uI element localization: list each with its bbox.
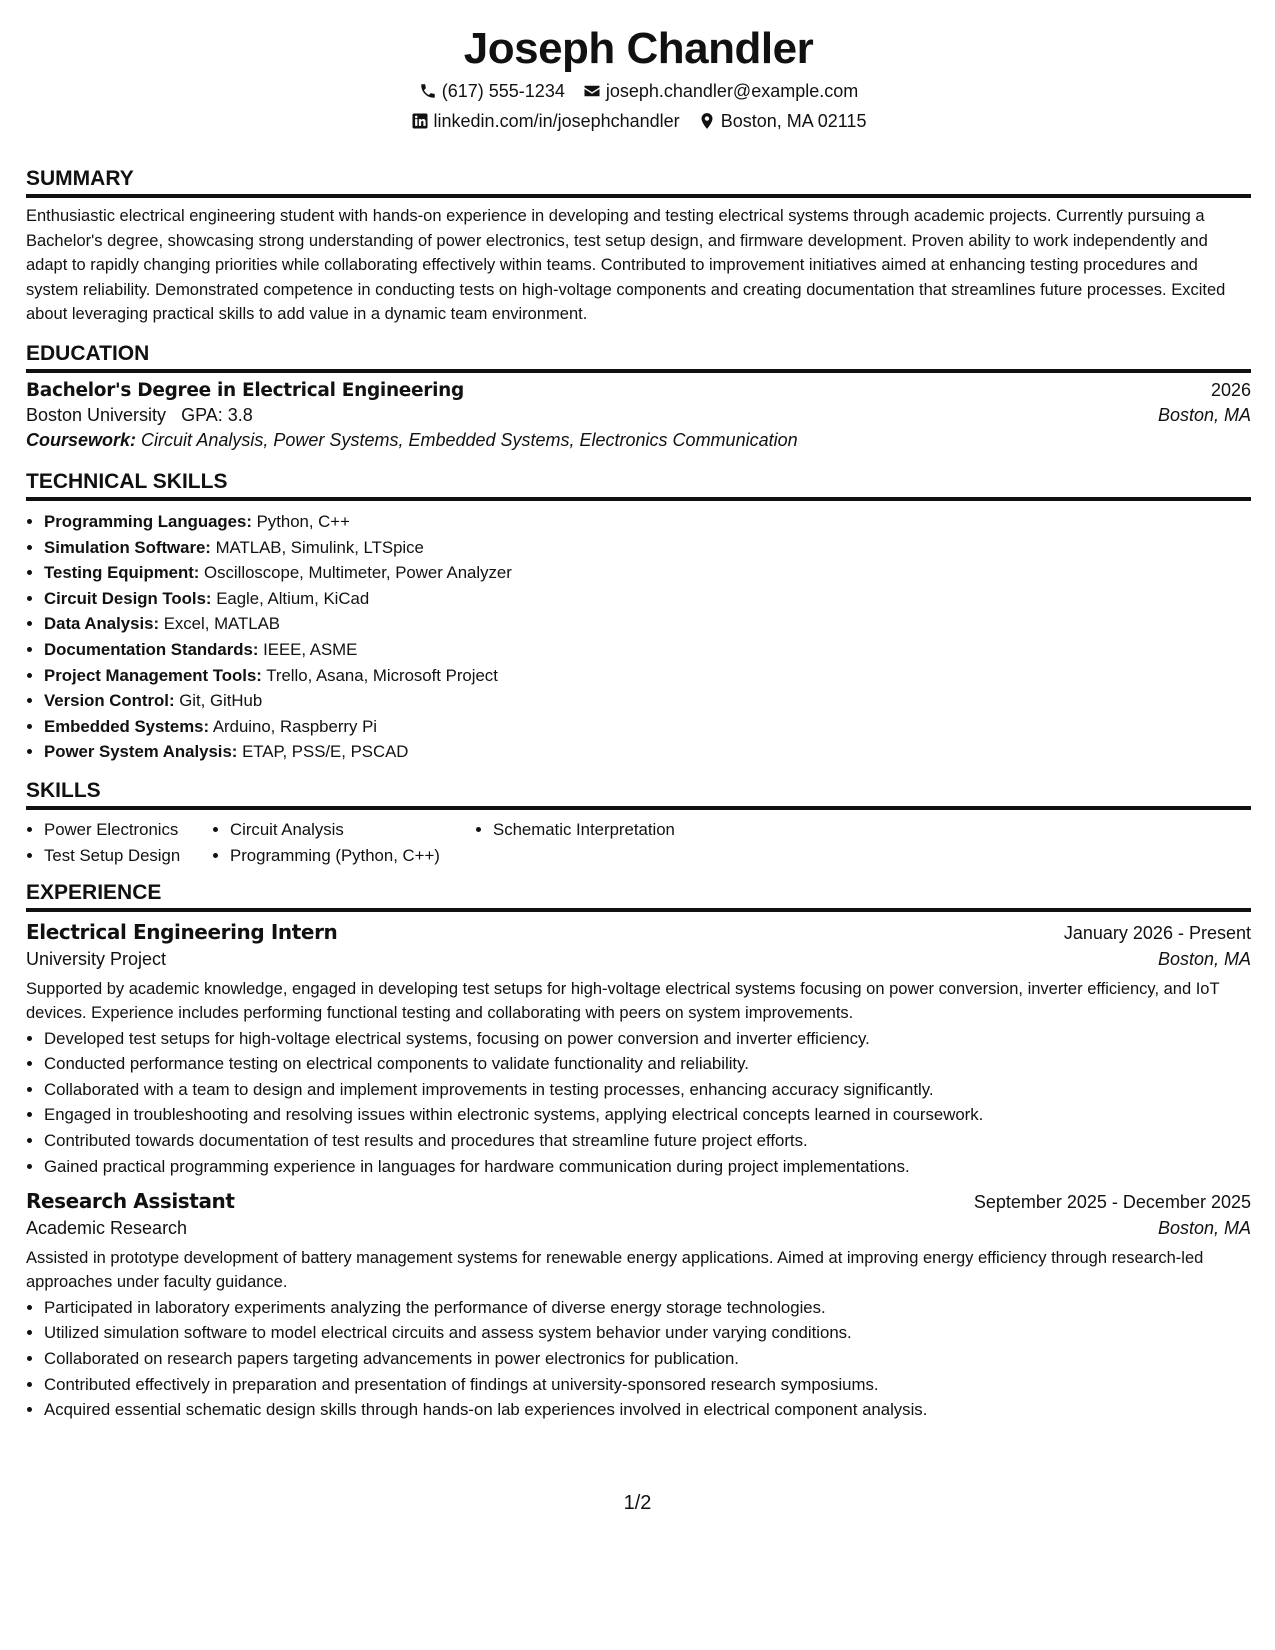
skills-section	[26, 778, 1251, 868]
contact-email[interactable]	[583, 76, 858, 106]
list-item: • Contributed towards documentation of test results and procedures that streamline future project efforts.	[44, 1128, 1251, 1154]
skill-label: Testing Equipment:	[44, 563, 200, 583]
technical-skills-list	[26, 509, 1251, 765]
skill-label: Documentation Standards:	[44, 639, 259, 659]
list-item: • Test Setup Design	[44, 843, 212, 869]
contact-line-2	[26, 106, 1251, 136]
list-item	[44, 688, 1251, 714]
phone-number: (617) 555-1234	[441, 81, 565, 101]
skill-value: Python, C++	[256, 511, 350, 531]
skill-label: Data Analysis:	[44, 614, 160, 634]
skill-label: Version Control:	[44, 691, 175, 711]
page-number: 1/2	[623, 1492, 652, 1514]
job-title: Electrical Engineering Intern	[26, 920, 338, 945]
list-item	[44, 714, 1251, 740]
skill-value: Excel, MATLAB	[163, 614, 280, 634]
list-item: • Gained practical programming experience in languages for hardware communication during project implementations.	[44, 1154, 1251, 1180]
job-location: Boston, MA	[1157, 949, 1251, 970]
list-item: • Circuit Analysis	[230, 817, 475, 843]
list-item: • Programming (Python, C++)	[230, 843, 475, 869]
linkedin-icon	[411, 112, 429, 130]
list-item: • Participated in laboratory experiments analyzing the performance of diverse energy storage technologies.	[44, 1295, 1251, 1321]
linkedin-url[interactable]: linkedin.com/in/josephchandler	[433, 111, 680, 131]
contact-line-1	[26, 76, 1251, 106]
coursework	[26, 430, 1251, 451]
school-info	[26, 405, 253, 426]
skill-label: Project Management Tools:	[44, 665, 262, 685]
list-item	[44, 509, 1251, 535]
skill-value: Oscilloscope, Multimeter, Power Analyzer	[204, 563, 512, 583]
gpa: GPA: 3.8	[181, 404, 253, 425]
summary-section	[26, 166, 1251, 327]
experience-heading: EXPERIENCE	[26, 880, 1251, 912]
list-item: • Developed test setups for high-voltage electrical systems, focusing on power conversion and inverter efficiency.	[44, 1026, 1251, 1052]
job-entry	[26, 920, 1251, 1179]
technical-skills-heading: TECHNICAL SKILLS	[26, 469, 1251, 501]
education-heading: EDUCATION	[26, 341, 1251, 373]
list-item	[44, 535, 1251, 561]
school-location: Boston, MA	[1157, 404, 1251, 425]
list-item: • Collaborated on research papers targeting advancements in power electronics for publication.	[44, 1346, 1251, 1372]
skill-label: Circuit Design Tools:	[44, 588, 212, 608]
phone-icon	[419, 82, 437, 100]
education-section	[26, 341, 1251, 451]
job-title-row	[26, 1189, 1251, 1213]
contact-phone	[419, 76, 565, 106]
job-org-row	[26, 1218, 1251, 1239]
skill-label: Power System Analysis:	[44, 742, 238, 762]
job-location: Boston, MA	[1157, 1218, 1251, 1239]
map-marker-icon	[698, 112, 716, 130]
job-bullets	[26, 1295, 1251, 1423]
summary-heading: SUMMARY	[26, 166, 1251, 198]
job-bullets	[26, 1026, 1251, 1180]
list-item	[44, 560, 1251, 586]
degree-title: Bachelor's Degree in Electrical Engineering	[26, 379, 464, 401]
list-item: • Power Electronics	[44, 817, 212, 843]
contact-location	[698, 106, 867, 136]
list-item: • Schematic Interpretation	[493, 817, 775, 843]
skills-column-1	[26, 817, 212, 868]
skill-value: Eagle, Altium, KiCad	[216, 588, 370, 608]
skill-label: Programming Languages:	[44, 511, 252, 531]
envelope-icon	[583, 82, 601, 100]
education-school-row	[26, 405, 1251, 426]
email-address[interactable]: joseph.chandler@example.com	[605, 81, 859, 101]
job-org-row	[26, 949, 1251, 970]
list-item: • Conducted performance testing on electrical components to validate functionality and reliability.	[44, 1051, 1251, 1077]
coursework-list: Circuit Analysis, Power Systems, Embedded Systems, Electronics Communication	[141, 429, 798, 450]
candidate-name: Joseph Chandler	[463, 24, 814, 73]
list-item	[44, 739, 1251, 765]
list-item: • Engaged in troubleshooting and resolving issues within electronic systems, applying electrical concepts learned in coursework.	[44, 1102, 1251, 1128]
skill-value: Git, GitHub	[179, 691, 263, 711]
list-item: • Collaborated with a team to design and implement improvements in testing processes, enhancing accuracy significantly.	[44, 1077, 1251, 1103]
skills-column-2	[212, 817, 475, 868]
school-name: Boston University	[26, 404, 167, 425]
skill-value: ETAP, PSS/E, PSCAD	[242, 742, 409, 762]
job-title: Research Assistant	[26, 1189, 235, 1214]
job-description: Supported by academic knowledge, engaged in developing test setups for high-voltage electrical systems focusing on power conversion, inverter efficiency, and IoT devices. Experience includes performing functional testing and collaborating with peers on system improvements.	[26, 980, 1220, 1022]
job-entry	[26, 1189, 1251, 1423]
skill-value: Arduino, Raspberry Pi	[212, 716, 377, 736]
summary-text: Enthusiastic electrical engineering student with hands-on experience in developing and testing electrical systems through academic projects. Currently pursuing a Bachelor's degree, showcasing strong understanding of power electronics, test setup design, and firmware development. Proven ability to work independently and adapt to rapidly changing priorities while collaborating effectively within teams. Contributed to improvement initiatives aimed at enhancing testing procedures and system reliability. Demonstrated competence in conducting tests on high-voltage components and creating documentation that streamlines future processes. Excited about leveraging practical skills to add value in a dynamic team environment.	[26, 207, 1226, 324]
list-item: • Contributed effectively in preparation and presentation of findings at university-sponsored research symposiums.	[44, 1372, 1251, 1398]
job-dates: January 2026 - Present	[1063, 923, 1251, 944]
resume-header	[26, 0, 1251, 136]
skill-value: Trello, Asana, Microsoft Project	[266, 665, 498, 685]
list-item	[44, 637, 1251, 663]
skill-value: MATLAB, Simulink, LTSpice	[215, 537, 424, 557]
coursework-label: Coursework:	[26, 429, 137, 450]
location-text: Boston, MA 02115	[720, 111, 867, 131]
list-item	[44, 586, 1251, 612]
job-dates: September 2025 - December 2025	[973, 1192, 1251, 1213]
skill-label: Simulation Software:	[44, 537, 211, 557]
skill-label: Embedded Systems:	[44, 716, 210, 736]
graduation-year: 2026	[1210, 379, 1251, 400]
skills-grid	[26, 817, 1251, 868]
education-title-row	[26, 380, 1251, 401]
resume-page	[26, 0, 1251, 1423]
skills-column-3	[475, 817, 775, 868]
job-organization: Academic Research	[26, 1218, 188, 1239]
job-organization: University Project	[26, 949, 167, 970]
contact-linkedin[interactable]	[411, 106, 680, 136]
list-item: • Acquired essential schematic design skills through hands-on lab experiences involved in electrical component analysis.	[44, 1397, 1251, 1423]
experience-section	[26, 880, 1251, 1423]
skills-heading: SKILLS	[26, 778, 1251, 810]
skill-value: IEEE, ASME	[263, 639, 358, 659]
technical-skills-section	[26, 469, 1251, 765]
list-item	[44, 611, 1251, 637]
list-item	[44, 663, 1251, 689]
job-title-row	[26, 920, 1251, 944]
job-description: Assisted in prototype development of battery management systems for renewable energy applications. Aimed at improving energy efficiency through research-led approaches under faculty guidance.	[26, 1249, 1204, 1292]
list-item: • Utilized simulation software to model electrical circuits and assess system behavior under varying conditions.	[44, 1320, 1251, 1346]
